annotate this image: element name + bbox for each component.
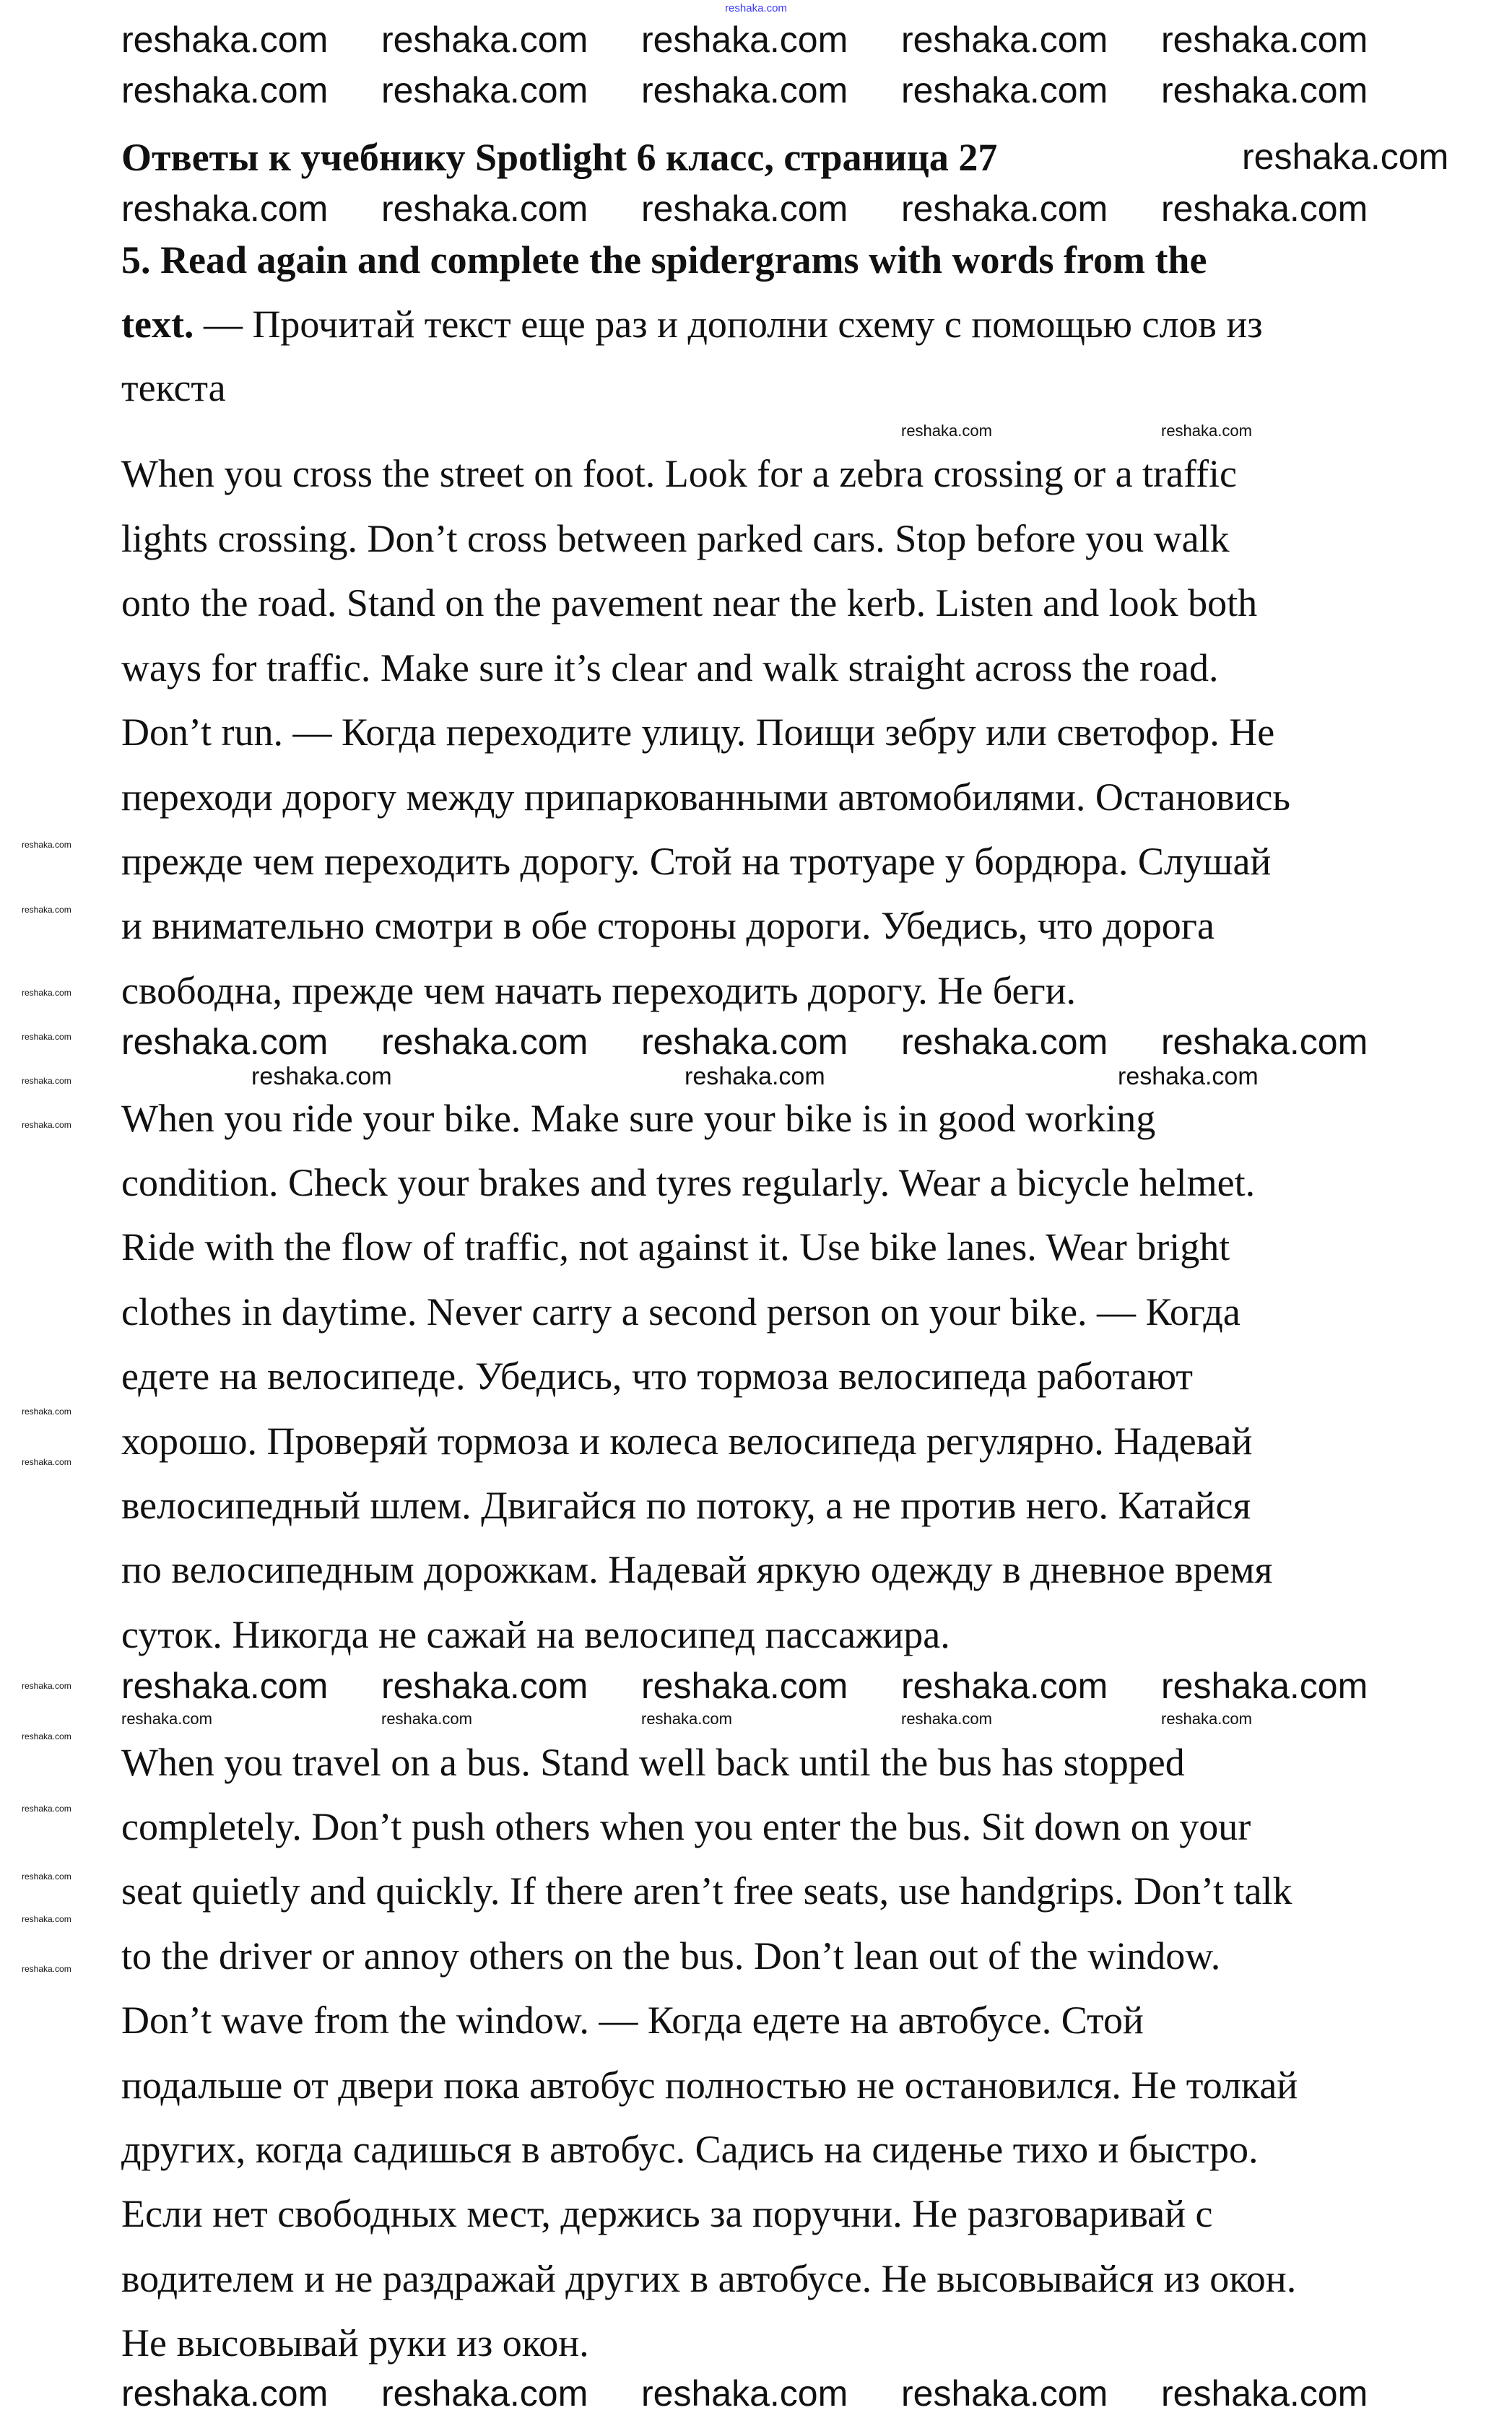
watermark: reshaka.com [641,1710,732,1728]
watermark: reshaka.com [901,1710,992,1728]
text-line: свободна, прежде чем начать переходить дорогу. Не беги. [121,969,1076,1012]
text-line: Не высовывай руки из окон. [121,2321,589,2365]
watermark: reshaka.com [22,1964,71,1974]
text-line: переходи дорогу между припаркованными автомобилями. Остановись [121,775,1290,819]
watermark: reshaka.com [641,2373,848,2414]
watermark: reshaka.com [1118,1063,1259,1090]
watermark: reshaka.com [22,1076,71,1086]
watermark: reshaka.com [901,188,1108,229]
text-line: lights crossing. Don’t cross between parked cars. Stop before you walk [121,517,1230,560]
watermark: reshaka.com [22,1681,71,1691]
text-line: Если нет свободных мест, держись за поручни. Не разговаривай с [121,2192,1213,2235]
watermark: reshaka.com [381,1022,588,1062]
text-line: to the driver or annoy others on the bus. Don’t lean out of the window. [121,1934,1221,1978]
watermark: reshaka.com [1161,19,1368,60]
watermark: reshaka.com [901,19,1108,60]
text-line: When you travel on a bus. Stand well back until the bus has stopped [121,1741,1185,1784]
text-line: водителем и не раздражай других в автобусе. Не высовывайся из окон. [121,2257,1297,2300]
watermark: reshaka.com [22,1804,71,1814]
watermark: reshaka.com [1161,70,1368,110]
watermark: reshaka.com [381,70,588,110]
task-heading-line2 [121,298,1263,350]
text-line: seat quietly and quickly. If there aren’t free seats, use handgrips. Don’t talk [121,1869,1292,1913]
watermark: reshaka.com [121,1666,329,1706]
watermark: reshaka.com [685,1063,825,1090]
text-line: When you cross the street on foot. Look for a zebra crossing or a traffic [121,452,1237,495]
watermark: reshaka.com [1161,188,1368,229]
text-line: Ride with the flow of traffic, not against it. Use bike lanes. Wear bright [121,1225,1230,1269]
watermark: reshaka.com [901,1666,1108,1706]
watermark: reshaka.com [381,1710,472,1728]
text-line: condition. Check your brakes and tyres regularly. Wear a bicycle helmet. [121,1161,1256,1204]
text-line: подальше от двери пока автобус полностью не остановился. Не толкай [121,2063,1298,2107]
watermark: reshaka.com [1161,1666,1368,1706]
watermark: reshaka.com [901,422,992,440]
text-line: хорошо. Проверяй тормоза и колеса велосипеда регулярно. Надевай [121,1419,1253,1463]
task-translation: — Прочитай текст еще раз и дополни схему с помощью слов из [194,303,1263,346]
text-line: Don’t wave from the window. — Когда едете на автобусе. Стой [121,1999,1144,2042]
watermark: reshaka.com [641,1666,848,1706]
text-line: велосипедный шлем. Двигайся по потоку, а не против него. Катайся [121,1484,1251,1527]
watermark: reshaka.com [381,19,588,60]
watermark: reshaka.com [381,2373,588,2414]
text-line: Don’t run. — Когда переходите улицу. Поищи зебру или светофор. Не [121,710,1275,754]
watermark: reshaka.com [381,1666,588,1706]
watermark: reshaka.com [22,988,71,998]
watermark: reshaka.com [1161,422,1252,440]
watermark: reshaka.com [901,1022,1108,1062]
watermark: reshaka.com [22,1457,71,1467]
watermark: reshaka.com [381,188,588,229]
watermark: reshaka.com [22,1871,71,1882]
watermark: reshaka.com [22,840,71,850]
watermark: reshaka.com [121,1022,329,1062]
watermark: reshaka.com [1161,1710,1252,1728]
watermark: reshaka.com [251,1063,392,1090]
text-line: completely. Don’t push others when you enter the bus. Sit down on your [121,1805,1251,1848]
watermark: reshaka.com [22,1032,71,1042]
watermark: reshaka.com [121,1710,212,1728]
watermark: reshaka.com [901,2373,1108,2414]
text-line: других, когда садишься в автобус. Садись на сиденье тихо и быстро. [121,2128,1259,2171]
text-line: суток. Никогда не сажай на велосипед пассажира. [121,1613,950,1656]
watermark: reshaka.com [22,1914,71,1924]
text-line: прежде чем переходить дорогу. Стой на тротуаре у бордюра. Слушай [121,840,1272,883]
page-title: Ответы к учебнику Spotlight 6 класс, страница 27 [121,136,998,179]
watermark: reshaka.com [1242,136,1449,177]
watermark: reshaka.com [22,1731,71,1741]
task-translation-end: текста [121,366,226,409]
watermark: reshaka.com [641,70,848,110]
watermark: reshaka.com [121,19,329,60]
text-line: по велосипедным дорожкам. Надевай яркую одежду в дневное время [121,1548,1273,1591]
watermark: reshaka.com [641,188,848,229]
watermark: reshaka.com [22,1120,71,1130]
text-line: ways for traffic. Make sure it’s clear and walk straight across the road. [121,646,1219,690]
watermark: reshaka.com [641,1022,848,1062]
text-line: едете на велосипеде. Убедись, что тормоза велосипеда работают [121,1354,1194,1398]
watermark: reshaka.com [901,70,1108,110]
text-line: When you ride your bike. Make sure your bike is in good working [121,1097,1156,1140]
text-line: onto the road. Stand on the pavement near the kerb. Listen and look both [121,581,1258,625]
top-watermark: reshaka.com [725,2,787,14]
watermark: reshaka.com [121,2373,329,2414]
watermark: reshaka.com [1161,1022,1368,1062]
watermark: reshaka.com [22,1406,71,1417]
watermark: reshaka.com [641,19,848,60]
watermark: reshaka.com [121,188,329,229]
task-heading: 5. Read again and complete the spidergrams with words from the [121,238,1207,282]
watermark: reshaka.com [22,905,71,915]
watermark: reshaka.com [1161,2373,1368,2414]
text-line: и внимательно смотри в обе стороны дороги. Убедись, что дорога [121,904,1215,947]
task-heading-end: text. [121,303,194,346]
text-line: clothes in daytime. Never carry a second person on your bike. — Когда [121,1290,1241,1334]
watermark: reshaka.com [121,70,329,110]
